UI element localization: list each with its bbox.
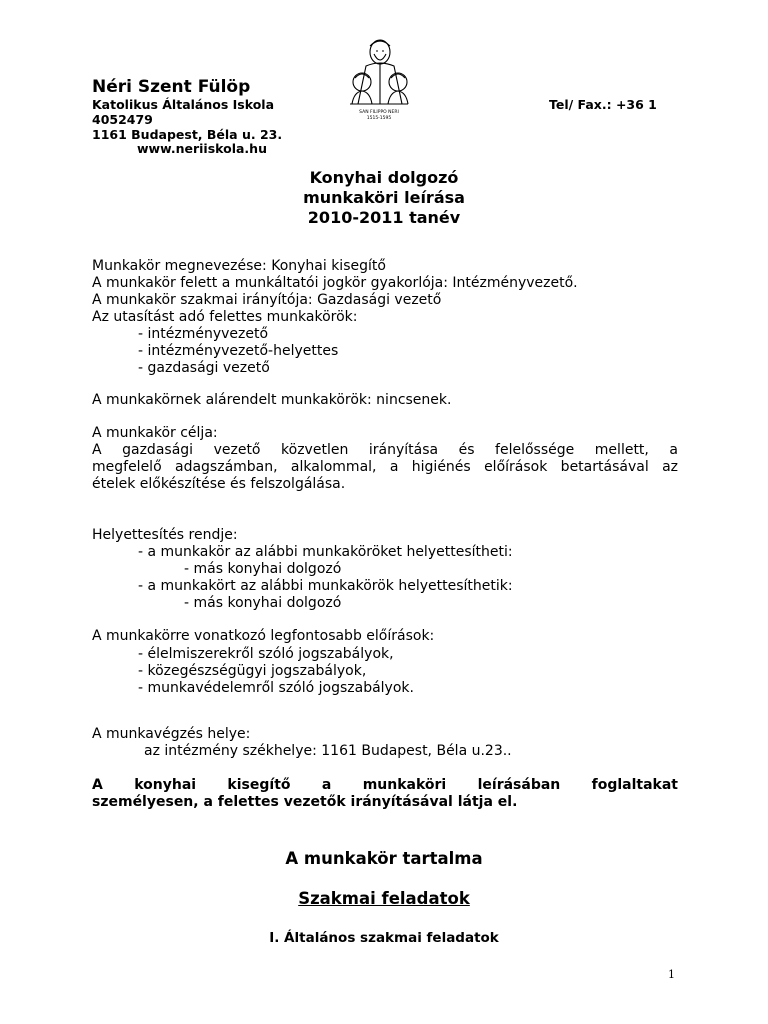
logo-caption — [340, 110, 418, 122]
statement-line2: személyesen, a felettes vezetők irányításával látja el. — [92, 794, 518, 810]
school-logo — [340, 32, 418, 120]
school-website: www.neriiskola.hu — [137, 141, 267, 156]
purpose-line2: megfelelő adagszámban, alkalommal, a higiénés előírások betartásával az — [92, 459, 678, 475]
list-item: - intézményvezető — [138, 326, 269, 342]
logo-caption-line2: 1515-1595 — [366, 116, 392, 121]
list-item: - intézményvezető-helyettes — [138, 343, 339, 359]
substitution-item2-sub: - más konyhai dolgozó — [184, 595, 342, 611]
list-item: - munkavédelemről szóló jogszabályok. — [138, 680, 414, 696]
list-item: - közegészségügyi jogszabályok, — [138, 663, 367, 679]
workplace-label: A munkavégzés helye: — [92, 726, 251, 742]
statement-line1: A konyhai kisegítő a munkaköri leírásában foglaltakat — [92, 777, 678, 793]
workplace-location: az intézmény székhelye: 1161 Budapest, Béla u.23.. — [144, 743, 512, 759]
position-name: Munkakör megnevezése: Konyhai kisegítő — [92, 258, 386, 274]
subordinates-line: A munkakörnek alárendelt munkakörök: nincsenek. — [92, 392, 452, 408]
doc-title-line2: munkaköri leírása — [303, 188, 465, 207]
page-number: 1 — [668, 968, 675, 981]
regulations-label: A munkakörre vonatkozó legfontosabb előírások: — [92, 628, 435, 644]
substitution-label: Helyettesítés rendje: — [92, 527, 238, 543]
school-name: Néri Szent Fülöp — [92, 77, 251, 97]
instructing-label: Az utasítást adó felettes munkakörök: — [92, 309, 358, 325]
doc-title-line1: Konyhai dolgozó — [309, 168, 459, 187]
doc-title-line3: 2010-2011 tanév — [307, 208, 461, 227]
substitution-item1-sub: - más konyhai dolgozó — [184, 561, 342, 577]
professional-tasks-text: Szakmai feladatok — [298, 889, 470, 908]
purpose-label: A munkakör célja: — [92, 425, 218, 441]
purpose-line3: ételek előkészítése és felszolgálása. — [92, 476, 346, 492]
substitution-item1: - a munkakör az alábbi munkaköröket helyettesítheti: — [138, 544, 513, 560]
school-address: 1161 Budapest, Béla u. 23. — [92, 127, 283, 142]
phone-number: 4052479 — [92, 112, 153, 127]
content-heading: A munkakör tartalma — [285, 849, 483, 868]
logo-caption-line1: SAN FILIPPO NERI — [359, 110, 399, 115]
employer-line: A munkakör felett a munkáltatói jogkör gyakorlója: Intézményvezető. — [92, 275, 578, 291]
professional-tasks-heading — [0, 889, 768, 908]
substitution-item2: - a munkakört az alábbi munkakörök helyettesíthetik: — [138, 578, 513, 594]
school-type: Katolikus Általános Iskola — [92, 97, 275, 112]
list-item: - élelmiszerekről szóló jogszabályok, — [138, 646, 394, 662]
general-tasks-heading: I. Általános szakmai feladatok — [269, 930, 499, 946]
list-item: - gazdasági vezető — [138, 360, 270, 376]
phone-label: Tel/ Fax.: +36 1 — [549, 97, 657, 112]
saint-illustration-icon — [340, 32, 418, 120]
purpose-line1: A gazdasági vezető közvetlen irányítása és felelőssége mellett, a — [92, 442, 678, 458]
supervisor-line: A munkakör szakmai irányítója: Gazdasági vezető — [92, 292, 442, 308]
